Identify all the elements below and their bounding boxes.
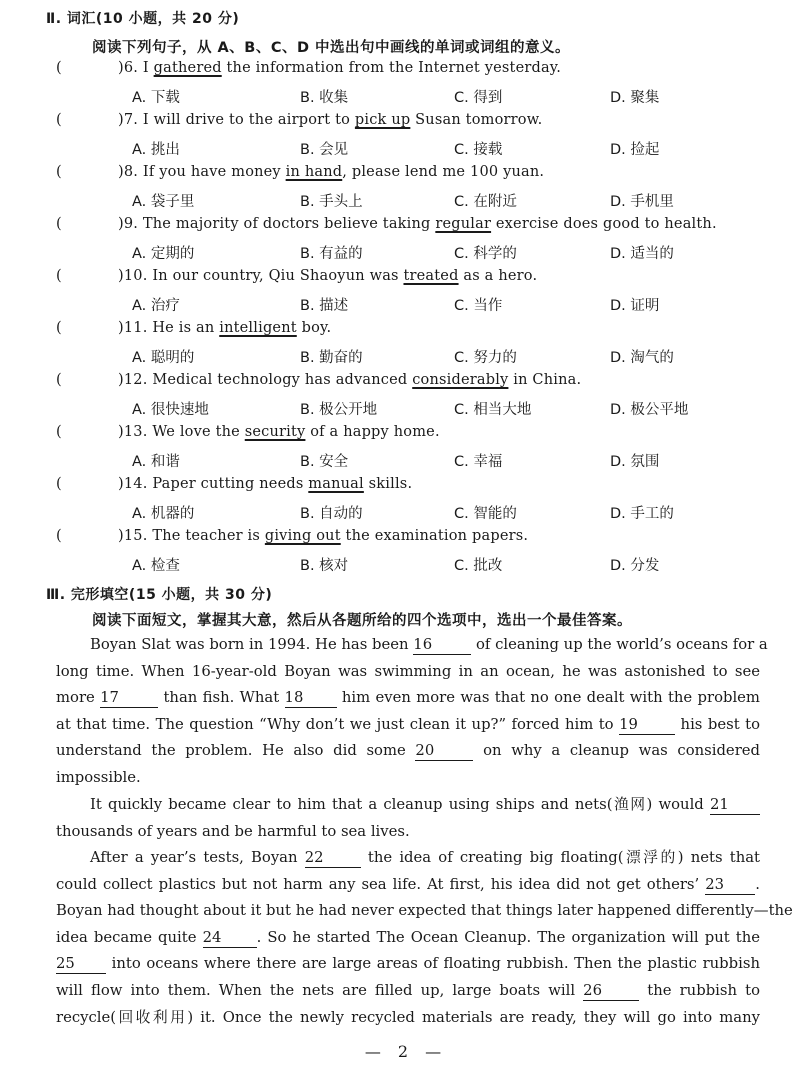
option-b[interactable]: B. 核对 xyxy=(300,558,349,574)
passage-text: the rubbish to xyxy=(647,981,760,999)
option-row xyxy=(0,346,812,370)
question-row xyxy=(0,372,812,398)
question-text: of a happy home. xyxy=(305,424,440,440)
option-b[interactable]: B. 描述 xyxy=(300,298,349,314)
passage-text: the idea of creating big floating(漂浮的) nets that xyxy=(367,849,760,866)
question-text: , please lend me 100 yuan. xyxy=(342,164,545,180)
question-text: skills. xyxy=(363,476,413,492)
question-text: )15. The teacher is xyxy=(118,528,265,544)
section-title-vocabulary: Ⅱ. 词汇(10 小题，共 20 分) xyxy=(46,11,240,27)
passage-line xyxy=(56,925,760,952)
option-row xyxy=(0,190,812,214)
passage-text: than fish. What xyxy=(163,689,280,707)
passage-line xyxy=(56,792,760,819)
question-text: )14. Paper cutting needs xyxy=(118,476,309,492)
blank-23[interactable]: 23 xyxy=(705,876,755,895)
option-c[interactable]: C. 幸福 xyxy=(454,454,503,470)
blank-25[interactable]: 25 xyxy=(56,955,106,974)
underlined-term: treated xyxy=(403,268,459,284)
question-row xyxy=(0,216,812,242)
passage-text: will flow into them. When the nets are filled up, large boats will xyxy=(56,981,576,999)
blank-20[interactable]: 20 xyxy=(415,742,473,761)
option-d[interactable]: D. 聚集 xyxy=(610,90,660,106)
underlined-term: gathered xyxy=(153,60,222,76)
underlined-term: considerably xyxy=(412,372,509,388)
answer-bracket[interactable]: ( xyxy=(56,216,62,232)
question-stem xyxy=(118,372,581,388)
answer-bracket[interactable]: ( xyxy=(56,320,62,336)
question-text: )8. If you have money xyxy=(118,164,286,180)
option-a[interactable]: A. 聪明的 xyxy=(132,350,195,366)
passage-text: understand the problem. He also did some xyxy=(56,742,406,760)
blank-26[interactable]: 26 xyxy=(583,982,639,1001)
blank-17[interactable]: 17 xyxy=(100,689,158,708)
option-b[interactable]: B. 手头上 xyxy=(300,194,363,210)
question-text: in China. xyxy=(508,372,582,388)
question-row xyxy=(0,164,812,190)
question-text: )7. I will drive to the airport to xyxy=(118,112,355,128)
question-stem xyxy=(118,424,440,440)
option-a[interactable]: A. 很快速地 xyxy=(132,402,209,418)
option-d[interactable]: D. 手机里 xyxy=(610,194,674,210)
question-row xyxy=(0,268,812,294)
underlined-term: giving out xyxy=(264,528,341,544)
passage-text: Boyan Slat was born in 1994. He has been xyxy=(90,636,409,653)
option-row xyxy=(0,554,812,578)
question-stem xyxy=(118,60,561,76)
passage-text: more xyxy=(56,689,95,707)
underlined-term: manual xyxy=(308,476,364,492)
option-c[interactable]: C. 智能的 xyxy=(454,506,517,522)
question-text: the information from the Internet yesterday. xyxy=(221,60,562,76)
option-c[interactable]: C. 当作 xyxy=(454,298,503,314)
option-a[interactable]: A. 袋子里 xyxy=(132,194,195,210)
option-c[interactable]: C. 努力的 xyxy=(454,350,517,366)
passage-line xyxy=(56,872,760,899)
passage-text: It quickly became clear to him that a cleanup using ships and nets(渔网) would xyxy=(90,796,704,813)
answer-bracket[interactable]: ( xyxy=(56,372,62,388)
question-text: )11. He is an xyxy=(118,320,220,336)
passage-line xyxy=(56,978,760,1005)
blank-22[interactable]: 22 xyxy=(305,849,361,868)
question-text: )10. In our country, Qiu Shaoyun was xyxy=(118,268,404,284)
passage-line: thousands of years and be harmful to sea lives. xyxy=(56,822,410,840)
underlined-term: security xyxy=(244,424,306,440)
question-text: )9. The majority of doctors believe taking xyxy=(118,216,436,232)
vocabulary-instruction: 阅读下列句子，从 A、B、C、D 中选出句中画线的单词或词组的意义。 xyxy=(92,40,571,56)
option-b[interactable]: B. 极公开地 xyxy=(300,402,378,418)
option-c[interactable]: C. 批改 xyxy=(454,558,503,574)
passage-text: his best to xyxy=(680,715,760,733)
option-row xyxy=(0,86,812,110)
option-d[interactable]: D. 捡起 xyxy=(610,142,660,158)
question-text: )13. We love the xyxy=(118,424,245,440)
underlined-term: regular xyxy=(435,216,492,232)
question-text: exercise does good to health. xyxy=(491,216,717,232)
passage-line xyxy=(56,712,760,739)
question-text: as a hero. xyxy=(458,268,538,284)
cloze-paragraph-3 xyxy=(56,845,793,1031)
blank-16[interactable]: 16 xyxy=(413,636,471,655)
option-row xyxy=(0,450,812,474)
page-number: — 2 — xyxy=(364,1042,448,1061)
passage-text: at that time. The question “Why don’t we just clean it up?” forced him to xyxy=(56,715,614,733)
option-b[interactable]: B. 有益的 xyxy=(300,246,363,262)
passage-line xyxy=(56,951,760,978)
passage-text: him even more was that no one dealt with the problem xyxy=(341,689,760,707)
question-text: boy. xyxy=(296,320,332,336)
option-c[interactable]: C. 在附近 xyxy=(454,194,517,210)
section-title-cloze: Ⅲ. 完形填空(15 小题，共 30 分) xyxy=(46,587,273,603)
option-c[interactable]: C. 得到 xyxy=(454,90,503,106)
option-d[interactable]: D. 手工的 xyxy=(610,506,674,522)
question-stem xyxy=(118,216,717,232)
answer-bracket[interactable]: ( xyxy=(56,60,62,76)
option-row xyxy=(0,138,812,162)
question-row xyxy=(0,320,812,346)
passage-text: . So he started The Ocean Cleanup. The organization will put the xyxy=(256,928,760,946)
option-d[interactable]: D. 极公平地 xyxy=(610,402,689,418)
passage-line xyxy=(56,685,760,712)
passage-line: recycle(回收利用) it. Once the newly recycled materials are ready, they will go into many xyxy=(56,1008,760,1026)
answer-bracket[interactable]: ( xyxy=(56,268,62,284)
question-text: Susan tomorrow. xyxy=(410,112,543,128)
passage-text: idea became quite xyxy=(56,928,197,946)
option-a[interactable]: A. 下载 xyxy=(132,90,180,106)
blank-19[interactable]: 19 xyxy=(619,716,675,735)
question-stem xyxy=(118,268,537,284)
question-stem xyxy=(118,320,331,336)
question-row xyxy=(0,424,812,450)
passage-line xyxy=(56,738,760,765)
passage-text: into oceans where there are large areas of floating rubbish. Then the plastic rubbish xyxy=(111,955,760,973)
option-d[interactable]: D. 证明 xyxy=(610,298,660,314)
option-c[interactable]: C. 相当大地 xyxy=(454,402,532,418)
question-row xyxy=(0,60,812,86)
question-text: )6. I xyxy=(118,60,154,76)
cloze-paragraph-2 xyxy=(56,792,760,845)
underlined-term: intelligent xyxy=(219,320,297,336)
question-text: )12. Medical technology has advanced xyxy=(118,372,413,388)
option-b[interactable]: B. 安全 xyxy=(300,454,349,470)
question-row xyxy=(0,528,812,554)
option-c[interactable]: C. 科学的 xyxy=(454,246,517,262)
option-d[interactable]: D. 适当的 xyxy=(610,246,674,262)
option-row xyxy=(0,294,812,318)
option-a[interactable]: A. 和谐 xyxy=(132,454,180,470)
question-stem xyxy=(118,476,412,492)
underlined-term: pick up xyxy=(354,112,411,128)
blank-21[interactable]: 21 xyxy=(710,796,760,815)
passage-text: could collect plastics but not harm any sea life. At first, his idea did not get others’ xyxy=(56,875,700,893)
option-a[interactable]: A. 治疗 xyxy=(132,298,180,314)
option-row xyxy=(0,398,812,422)
option-a[interactable]: A. 检查 xyxy=(132,558,180,574)
passage-line: Boyan had thought about it but he had never expected that things later happened differently—the xyxy=(56,902,793,920)
question-row xyxy=(0,112,812,138)
question-stem xyxy=(118,112,542,128)
option-c[interactable]: C. 接载 xyxy=(454,142,503,158)
passage-text: of cleaning up the world’s oceans for a xyxy=(476,636,768,653)
passage-text: After a year’s tests, Boyan xyxy=(90,849,298,866)
passage-text: . xyxy=(755,875,760,893)
option-b[interactable]: B. 会见 xyxy=(300,142,349,158)
option-a[interactable]: A. 定期的 xyxy=(132,246,195,262)
blank-18[interactable]: 18 xyxy=(285,689,337,708)
option-d[interactable]: D. 氛围 xyxy=(610,454,660,470)
option-row xyxy=(0,242,812,266)
option-row xyxy=(0,502,812,526)
answer-bracket[interactable]: ( xyxy=(56,476,62,492)
answer-bracket[interactable]: ( xyxy=(56,112,62,128)
option-a[interactable]: A. 机器的 xyxy=(132,506,195,522)
question-row xyxy=(0,476,812,502)
cloze-paragraph-1 xyxy=(56,632,768,792)
passage-text: on why a cleanup was considered xyxy=(483,742,760,760)
answer-bracket[interactable]: ( xyxy=(56,424,62,440)
underlined-term: in hand xyxy=(285,164,343,180)
passage-line xyxy=(56,845,760,872)
option-b[interactable]: B. 勤奋的 xyxy=(300,350,363,366)
answer-bracket[interactable]: ( xyxy=(56,164,62,180)
option-d[interactable]: D. 淘气的 xyxy=(610,350,674,366)
option-a[interactable]: A. 挑出 xyxy=(132,142,180,158)
option-b[interactable]: B. 自动的 xyxy=(300,506,363,522)
passage-line: impossible. xyxy=(56,768,141,786)
blank-24[interactable]: 24 xyxy=(203,929,257,948)
option-d[interactable]: D. 分发 xyxy=(610,558,660,574)
question-text: the examination papers. xyxy=(340,528,529,544)
answer-bracket[interactable]: ( xyxy=(56,528,62,544)
passage-line xyxy=(56,632,768,659)
cloze-instruction: 阅读下面短文，掌握其大意，然后从各题所给的四个选项中，选出一个最佳答案。 xyxy=(92,613,632,629)
question-stem xyxy=(118,164,544,180)
question-stem xyxy=(118,528,528,544)
option-b[interactable]: B. 收集 xyxy=(300,90,349,106)
passage-line: long time. When 16-year-old Boyan was swimming in an ocean, he was astonished to see xyxy=(56,662,760,680)
